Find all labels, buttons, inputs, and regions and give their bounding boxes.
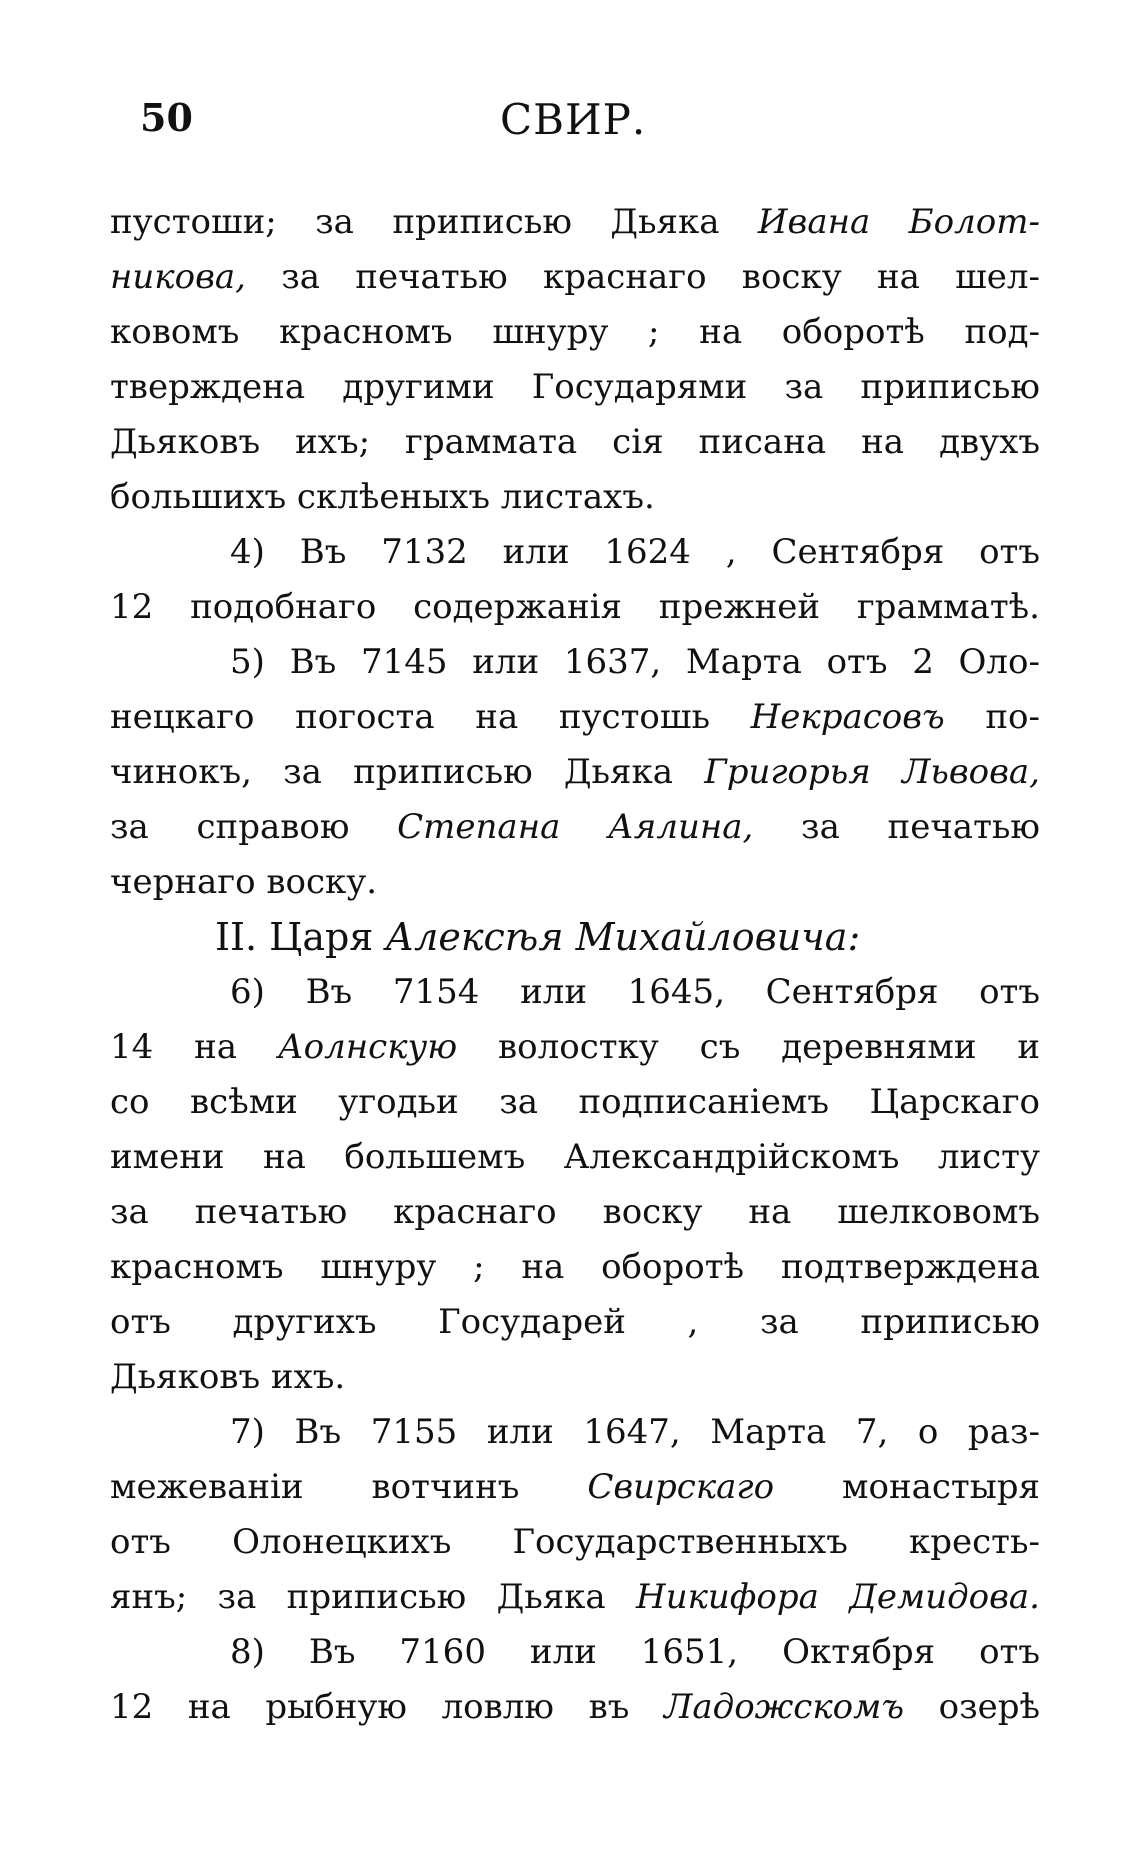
text-line: Дьяковъ ихъ. [110,1357,346,1397]
text-line: имени на большемъ Александрійскомъ листу [110,1137,1040,1177]
text-line: 14 на Аолнскую волостку съ деревнями и [110,1027,1040,1067]
text-line: ковомъ красномъ шнуру ; на оборотѣ под- [110,312,1040,352]
text-line: за печатью краснаго воску на шелковомъ [110,1192,1040,1232]
text-line: большихъ склѣеныхъ листахъ. [110,477,655,517]
text-line-item-4: 4) Въ 7132 или 1624 , Сентября отъ [230,532,1040,572]
text-line: 12 подобнаго содержанія прежней грамматѣ. [110,587,1040,627]
text-line-item-5: 5) Въ 7145 или 1637, Марта отъ 2 Оло- [230,642,1040,682]
body-text [110,195,1040,1735]
text-line-item-8: 8) Въ 7160 или 1651, Октября отъ [230,1632,1040,1672]
text-line-item-7: 7) Въ 7155 или 1647, Марта 7, о раз- [230,1412,1040,1452]
text-line: межеваніи вотчинъ Свирскаго монастыря [110,1467,1040,1507]
text-line: Дьяковъ ихъ; граммата сія писана на двухъ [110,422,1040,462]
page-number: 50 [140,95,193,140]
text-line: янъ; за приписью Дьяка Никифора Демидова. [110,1577,1040,1617]
text-line: со всѣми угодьи за подписаніемъ Царскаго [110,1082,1040,1122]
text-line: никова, за печатью краснаго воску на шел- [110,257,1040,297]
section-heading: II. Царя Алексѣя Михайловича: [215,915,861,959]
text-line-item-6: 6) Въ 7154 или 1645, Сентября отъ [230,972,1040,1012]
text-line: чернаго воску. [110,862,378,902]
text-line: красномъ шнуру ; на оборотѣ подтверждена [110,1247,1040,1287]
text-line: пустоши; за приписью Дьяка Ивана Болот- [110,202,1040,242]
running-title: СВИР. [500,95,647,144]
running-header [140,95,1000,155]
text-line: отъ Олонецкихъ Государственныхъ кресть- [110,1522,1040,1562]
text-line: отъ другихъ Государей , за приписью [110,1302,1040,1342]
text-line: тверждена другими Государями за приписью [110,367,1040,407]
text-line: за справою Степана Аялина, за печатью [110,807,1040,847]
text-line: нецкаго погоста на пустошь Некрасовъ по- [110,697,1040,737]
text-line: чинокъ, за приписью Дьяка Григорья Львова, [110,752,1040,792]
text-line: 12 на рыбную ловлю въ Ладожскомъ озерѣ [110,1687,1040,1727]
